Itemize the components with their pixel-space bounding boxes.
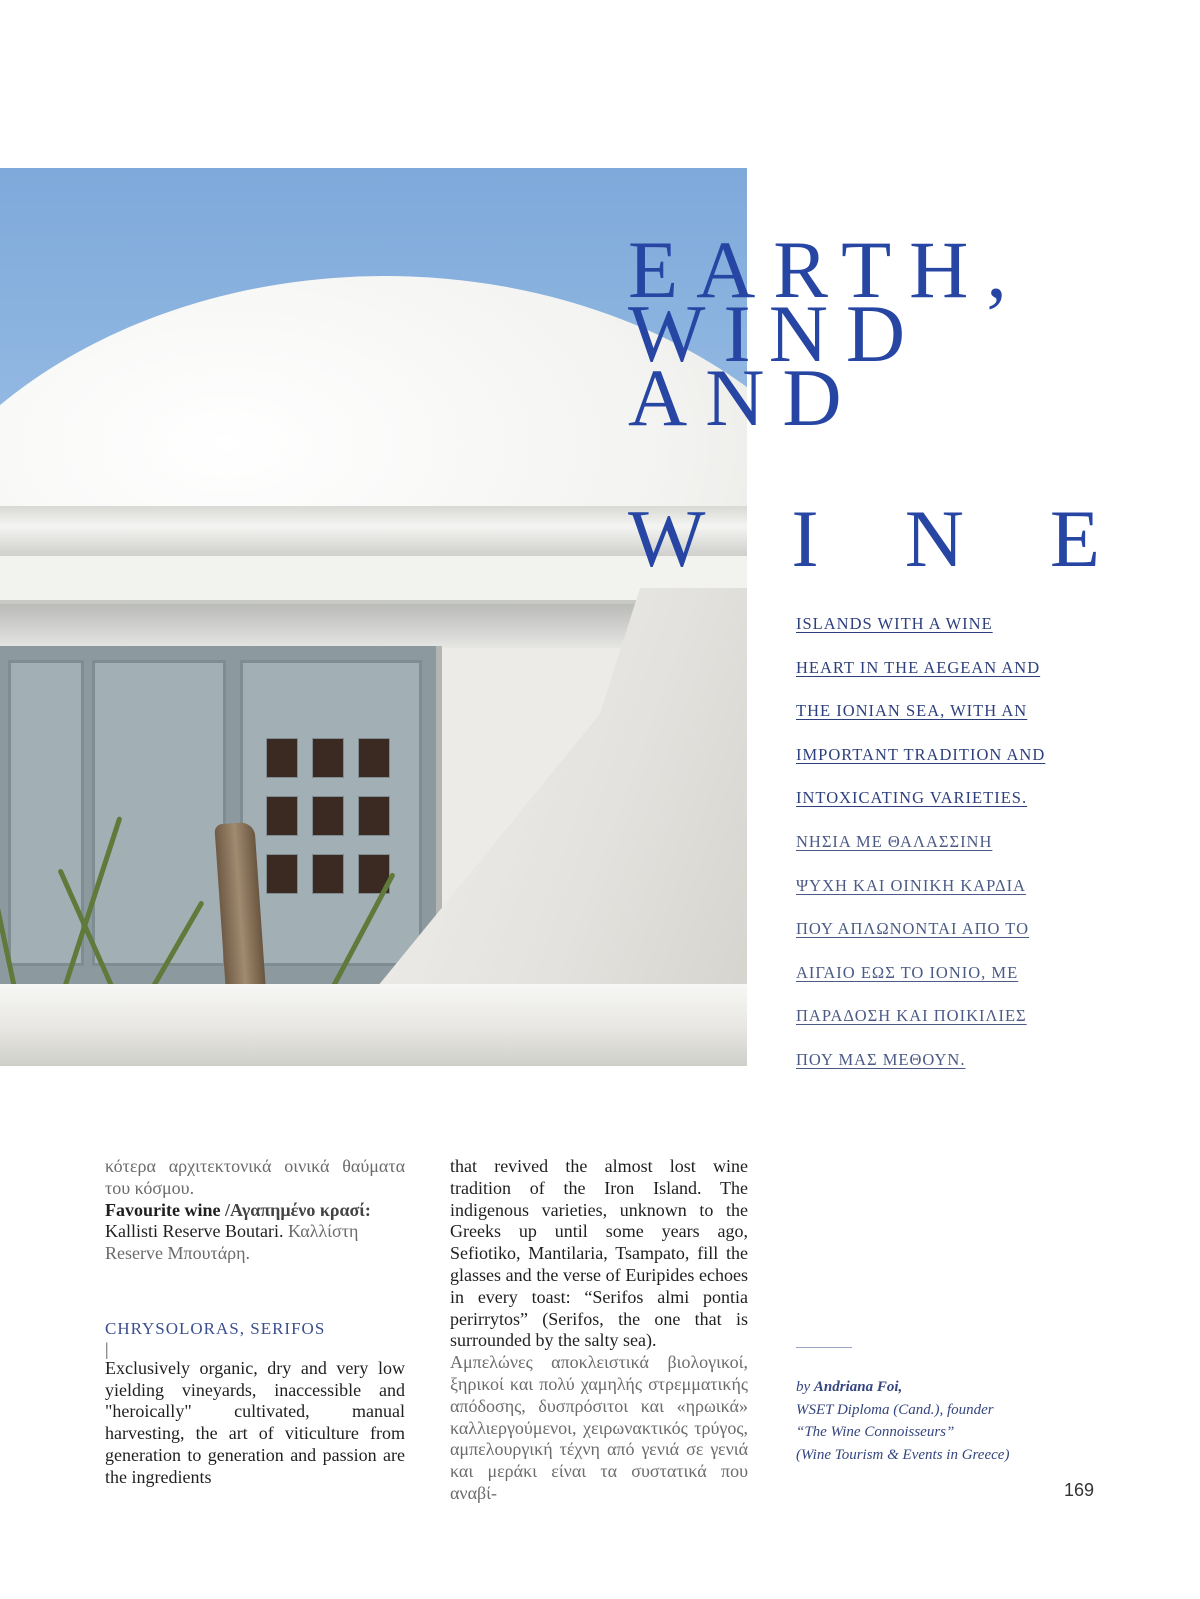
title-wine-letter: I [791,493,819,584]
article-title [628,224,1025,443]
byline-credential: WSET Diploma (Cand.), founder [796,1401,994,1418]
title-wine-letter: W [628,493,706,584]
byline-company: “The Wine Connoisseurs” [796,1424,955,1441]
standfirst-en-line: ISLANDS WITH A WINE [796,614,993,633]
page-number: 169 [1064,1480,1095,1500]
byline [796,1376,1009,1466]
title-wine-letter: N [904,493,964,584]
photo-window-pane [312,738,344,778]
title-wine-letter: E [1049,493,1100,584]
standfirst-en-line: THE IONIAN SEA, WITH AN [796,701,1028,721]
favourite-wine-label: Favourite wine [105,1199,221,1220]
photo-door-panel [92,660,226,966]
photo-window-pane [266,854,298,894]
standfirst [796,612,1096,1092]
heading-divider: | [105,1338,109,1359]
greek-paragraph-continuation: κότερα αρχιτεκτονικά οινικά θαύματα του κόσμου. [105,1156,405,1198]
body-column-1 [105,1156,405,1489]
photo-window-pane [266,796,298,836]
standfirst-gr-line: ΠΟΥ ΜΑΣ ΜΕΘΟΥΝ. [796,1049,966,1069]
title-line-3: AND [628,352,860,443]
standfirst-gr-line: ΑΙΓΑΙΟ ΕΩΣ ΤΟ ΙΟΝΙΟ, ΜΕ [796,962,1019,982]
favourite-wine-label-gr: /Αγαπημένο κρασί: [224,1199,371,1220]
standfirst-gr-line: ΠΟΥ ΑΠΛΩΝΟΝΤΑΙ ΑΠΟ ΤΟ [796,919,1029,939]
byline-author [796,1376,1009,1399]
standfirst-en-line: INTOXICATING VARIETIES. [796,788,1028,808]
standfirst-en-line: HEART IN THE AEGEAN AND [796,657,1041,677]
body-column-2 [450,1156,748,1505]
title-word-wine [628,493,1100,584]
winery-paragraph-gr: Αμπελώνες αποκλειστικά βιολογικοί, ξηρικοί και πολύ χαμηλής στρεμματικής απόδοσης, δυσπρόσιτοι και «ηρωικά» καλλιεργούμενοι, χειρωνακτικός τρύγος, αμπελουργική τέχνη από γενιά σε γενιά και μεράκι είναι τα συστατικά που αναβί- [450,1352,748,1503]
photo-window-pane [266,738,298,778]
winery-heading: CHRYSOLORAS, SERIFOS [105,1318,326,1338]
photo-window-pane [358,738,390,778]
favourite-wine-value: Kallisti Reserve Boutari. [105,1221,284,1242]
photo-door-panel [8,660,84,966]
byline-company-desc: (Wine Tourism & Events in Greece) [796,1446,1010,1463]
title-line-2: WIND [628,288,924,379]
photo-front-ledge [0,984,747,1066]
winery-paragraph-en: Exclusively organic, dry and very low yielding vineyards, inaccessible and "heroically" cultivated, manual harvesting, the art of viticulture from generation to generation and passion are the ingredients [105,1357,405,1487]
standfirst-gr-line: ΨΥΧΗ ΚΑΙ ΟΙΝΙΚΗ ΚΑΡΔΙΑ [796,875,1027,895]
favourite-wine-value-gr: Καλλίστη Reserve Μπουτάρη. [105,1221,359,1264]
winery-paragraph-en-cont: that revived the almost lost wine tradition of the Iron Island. The indigenous varieties, unknown to the Greeks up until some years ago, Sefiotiko, Mantilaria, Tsampato, fill the glasses and the verse of Euripides echoes in every toast: “Serifos almi pontia perirrytos” (Serifos, the one that is surrounded by the salty sea). [450,1156,748,1351]
photo-window-pane [312,854,344,894]
photo-window-pane [312,796,344,836]
standfirst-gr-line: ΠΑΡΑΔΟΣΗ ΚΑΙ ΠΟΙΚΙΛΙΕΣ [796,1006,1027,1026]
photo-window-pane [358,796,390,836]
favourite-wine [105,1200,405,1265]
byline-rule [796,1347,852,1348]
byline-name: Andriana Foi, [813,1379,903,1395]
standfirst-en-line: IMPORTANT TRADITION AND [796,744,1046,764]
byline-by: by [796,1379,811,1395]
standfirst-gr-line: ΝΗΣΙΑ ΜΕ ΘΑΛΑΣΣΙΝΗ [796,831,993,851]
title-line-1: EARTH, [628,224,1025,315]
